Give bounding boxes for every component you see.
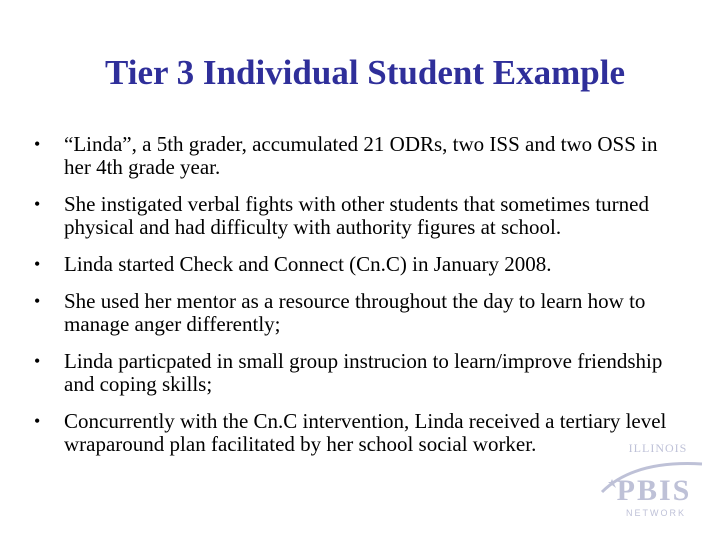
bullet-text: Linda particpated in small group instrucion to learn/improve friendship and coping skills;	[64, 349, 663, 396]
bullet-item	[34, 193, 684, 239]
bullet-item	[34, 410, 684, 456]
bullet-text: Linda started Check and Connect (Cn.C) in January 2008.	[64, 252, 552, 276]
bullet-marker: •	[34, 254, 41, 274]
bullet-text: She used her mentor as a resource throughout the day to learn how to manage anger differently;	[64, 289, 646, 336]
bullet-item	[34, 290, 684, 336]
bullet-item	[34, 253, 684, 276]
bullet-text: Concurrently with the Cn.C intervention, Linda received a tertiary level wraparound plan facilitated by her school social worker.	[64, 409, 667, 456]
bullet-text: “Linda”, a 5th grader, accumulated 21 ODRs, two ISS and two OSS in her 4th grade year.	[64, 132, 658, 179]
logo-top-text: ILLINOIS	[628, 441, 688, 455]
logo-bottom-text: NETWORK	[626, 508, 686, 518]
bullet-marker: •	[34, 411, 41, 431]
bullet-marker: •	[34, 194, 41, 214]
slide-title: Tier 3 Individual Student Example	[105, 53, 625, 92]
bullet-item	[34, 350, 684, 396]
bullet-list	[34, 133, 684, 470]
bullet-marker: •	[34, 351, 41, 371]
bullet-marker: •	[34, 291, 41, 311]
pbis-network-logo-icon	[594, 430, 712, 530]
bullet-marker: •	[34, 134, 41, 154]
logo-main-text: PBIS	[616, 474, 692, 507]
bullet-item	[34, 133, 684, 179]
bullet-text: She instigated verbal fights with other students that sometimes turned physical and had difficulty with authority figures at school.	[64, 192, 649, 239]
